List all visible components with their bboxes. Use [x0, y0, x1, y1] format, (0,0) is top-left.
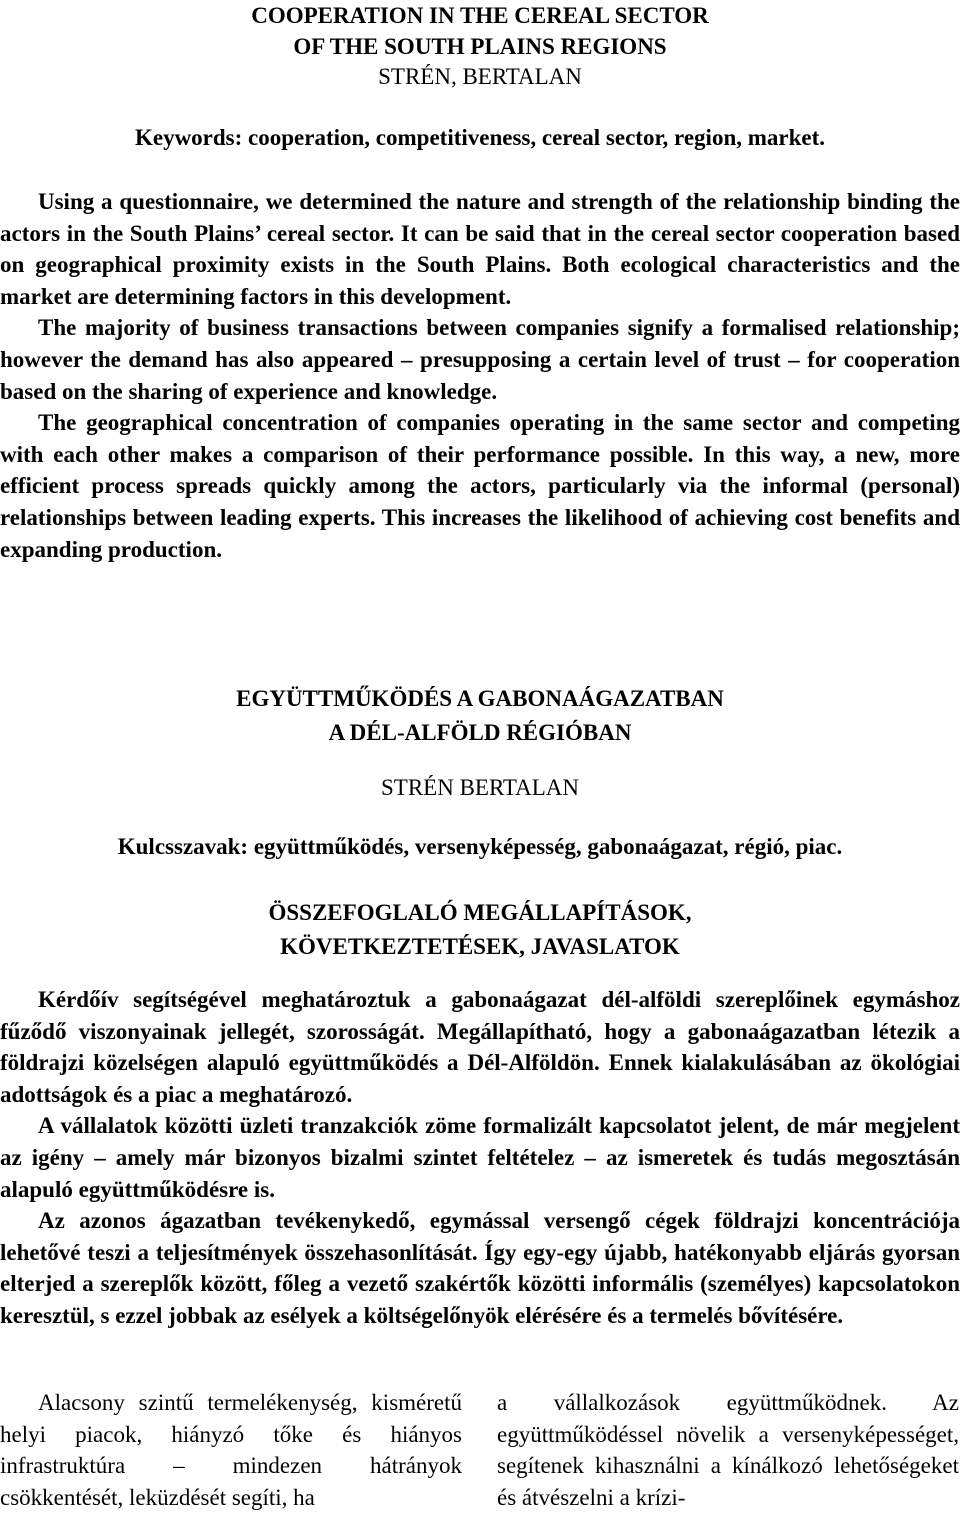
- hungarian-abstract-paragraph-2: A vállalatok közötti üzleti tranzakciók zöme formalizált kapcsolatot jelent, de már megjelent az igény – amely már bizonyos bizalmi szintet feltételez – az ismeretek és tudás megosztásán alapuló együttműködésre is.: [0, 1113, 960, 1202]
- hungarian-title-line2: A DÉL-ALFÖLD RÉGIÓBAN: [328, 720, 632, 745]
- body-column-right: [497, 1387, 959, 1513]
- english-keywords: Keywords: cooperation, competitiveness, cereal sector, region, market.: [134, 125, 826, 150]
- body-column-left: [0, 1387, 462, 1513]
- hungarian-section-heading-line2: KÖVETKEZTETÉSEK, JAVASLATOK: [280, 934, 680, 959]
- hungarian-section-heading-line1: ÖSSZEFOGLALÓ MEGÁLLAPÍTÁSOK,: [268, 900, 692, 925]
- english-title-line2: OF THE SOUTH PLAINS REGIONS: [293, 34, 667, 59]
- english-abstract-paragraph-1: Using a questionnaire, we determined the nature and strength of the relationship binding the actors in the South Plains’ cereal sector. It can be said that in the cereal sector cooperation based on geographical proximity exists in the South Plains. Both ecological characteristics and the market are determining factors in this development.: [0, 189, 960, 309]
- hungarian-keywords: Kulcsszavak: együttműködés, versenyképesség, gabonaágazat, régió, piac.: [117, 834, 843, 859]
- english-author: STRÉN, BERTALAN: [378, 64, 582, 89]
- hungarian-abstract: [0, 984, 960, 1332]
- english-abstract-paragraph-3: The geographical concentration of companies operating in the same sector and competing with each other makes a comparison of their performance possible. In this way, a new, more efficient process spreads quickly among the actors, particularly via the informal (personal) relationships between leading experts. This increases the likelihood of achieving cost benefits and expanding production.: [0, 410, 960, 562]
- hungarian-title: [0, 682, 960, 750]
- hungarian-section-heading: [0, 896, 960, 964]
- hungarian-abstract-paragraph-1: Kérdőív segítségével meghatároztuk a gabonaágazat dél-alföldi szereplőinek egymáshoz fűződő viszonyainak jellegét, szorosságát. Megállapítható, hogy a gabonaágazatban létezik a földrajzi közelségen alapuló együttműködés a Dél-Alföldön. Ennek kialakulásában az ökológiai adottságok és a piac a meghatározó.: [0, 987, 960, 1107]
- hungarian-title-line1: EGYÜTTMŰKÖDÉS A GABONAÁGAZATBAN: [236, 686, 724, 711]
- english-abstract: [0, 186, 960, 565]
- english-abstract-paragraph-2: The majority of business transactions between companies signify a formalised relationship; however the demand has also appeared – presupposing a certain level of trust – for cooperation based on the sharing of experience and knowledge.: [0, 315, 960, 404]
- hungarian-author: STRÉN BERTALAN: [380, 775, 580, 800]
- hungarian-abstract-paragraph-3: Az azonos ágazatban tevékenykedő, egymással versengő cégek földrajzi koncentrációja lehetővé teszi a teljesítmények összehasonlítását. Így egy-egy újabb, hatékonyabb eljárás gyorsan elterjed a szereplők között, főleg a vezető szakértők közötti informális (személyes) kapcsolatokon keresztül, s ezzel jobbak az esélyek a költségelőnyök elérésére és a termelés bővítésére.: [0, 1208, 960, 1328]
- body-left-paragraph: Alacsony szintű termelékenység, kisméretű helyi piacok, hiányzó tőke és hiányos infrastruktúra – mindezen hátrányok csökkentését, leküzdését segíti, ha: [0, 1390, 462, 1510]
- body-right-paragraph: a vállalkozások együttműködnek. Az együttműködéssel növelik a versenyképességet, segítenek kihasználni a kínálkozó lehetőségeket és átvészelni a krízi-: [497, 1390, 959, 1510]
- english-title: [0, 0, 960, 62]
- english-title-line1: COOPERATION IN THE CEREAL SECTOR: [251, 3, 709, 28]
